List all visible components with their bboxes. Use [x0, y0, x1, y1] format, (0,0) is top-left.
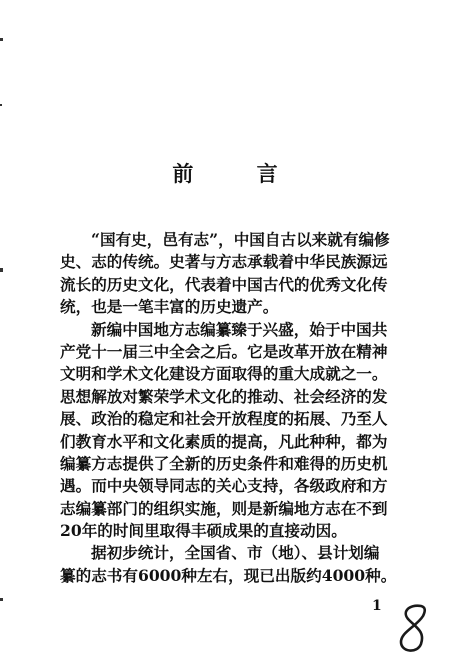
preface-body [60, 229, 408, 587]
text-line: 统，也是一笔丰富的历史遗产。 [60, 297, 279, 317]
binding-mark [0, 104, 2, 106]
binding-mark [0, 598, 3, 601]
text-line: 流长的历史文化，代表着中国古代的优秀文化传 [60, 274, 388, 294]
text-line: 20年的时间里取得丰硕成果的直接动因。 [60, 521, 347, 541]
text-line: 文明和学术文化建设方面取得的重大成就之一。 [60, 364, 388, 384]
text-line: 展、政治的稳定和社会开放程度的拓展、乃至人 [60, 409, 388, 429]
text-line: 编纂方志提供了全新的历史条件和难得的历史机 [60, 453, 388, 473]
page-number: 1 [372, 598, 382, 614]
text-line: 志编纂部门的组织实施，则是新编地方志在不到 [60, 498, 388, 518]
text-line: “国有史，邑有志”，中国自古以来就有编修 [91, 230, 390, 249]
binding-mark [0, 38, 3, 41]
page-title: 前 言 [172, 162, 306, 186]
text-line: 产党十一届三中全会之后。它是改革开放在精神 [60, 341, 388, 361]
text-line: 史、志的传统。史著与方志承载着中华民族源远 [60, 252, 388, 272]
text-line: 们教育水平和文化素质的提高，凡此种种，都为 [60, 431, 388, 451]
handwritten-eight [391, 602, 435, 654]
text-line: 纂的志书有6000种左右，现已出版约4000种。 [60, 565, 397, 585]
text-line: 据初步统计，全国省、市（地）、县计划编 [91, 543, 380, 563]
text-line: 新编中国地方志编纂臻于兴盛，始于中国共 [91, 319, 388, 339]
text-line: 遇。而中央领导同志的关心支持，各级政府和方 [60, 476, 388, 496]
text-line: 思想解放对繁荣学术文化的推动、社会经济的发 [60, 386, 388, 406]
binding-mark [0, 268, 3, 272]
